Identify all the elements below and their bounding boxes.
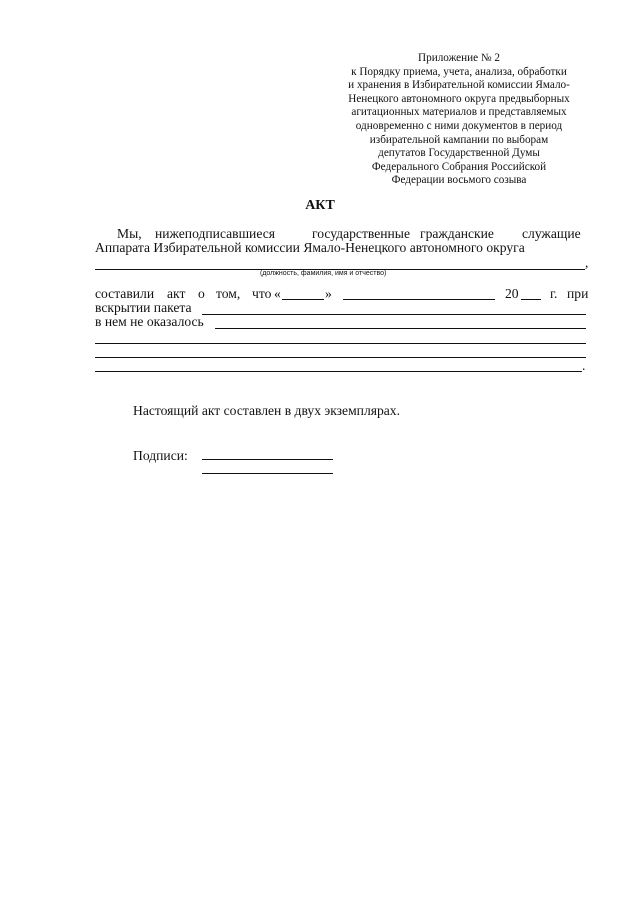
compiled-word: акт: [167, 286, 186, 301]
end-period: .: [582, 358, 586, 373]
compiled-word: том,: [216, 286, 241, 301]
absent-label: в нем не оказалось: [95, 314, 204, 329]
blank-line: [95, 357, 586, 358]
appendix-line: к Порядку приема, учета, анализа, обработки: [351, 65, 567, 78]
compiled-word: составили: [95, 286, 155, 301]
opening-blank: [202, 314, 586, 315]
intro-word: нижеподписавшиеся: [155, 226, 275, 241]
appendix-line: избирательной кампании по выборам: [369, 133, 549, 146]
blank-line: [95, 343, 586, 344]
compiled-word: о: [198, 286, 205, 301]
intro-word: гражданские: [420, 226, 494, 241]
close-quote: »: [325, 286, 332, 301]
appendix-line: Федерального Собрания Российской: [371, 160, 547, 173]
compiled-word: при: [567, 286, 589, 301]
intro-line-2: Аппарата Избирательной комиссии Ямало-Ненецкого автономного округа: [95, 240, 525, 255]
intro-word: государственные: [312, 226, 410, 241]
appendix-line: Приложение № 2: [418, 52, 500, 64]
appendix-line: агитационных материалов и представляемых: [351, 106, 567, 119]
year-blank: [521, 299, 541, 300]
year-suffix: г.: [550, 286, 558, 301]
blank-line: [95, 371, 582, 372]
opening-label: вскрытии пакета: [95, 300, 192, 315]
document-title: АКТ: [305, 198, 335, 213]
appendix-line: Ненецкого автономного округа предвыборных: [348, 92, 570, 105]
year-prefix: 20: [505, 286, 519, 301]
month-blank: [343, 299, 495, 300]
signature-line: [202, 473, 333, 474]
officials-caption: (должность, фамилия, имя и отчество): [260, 270, 387, 277]
absent-blank: [215, 328, 586, 329]
appendix-line: депутатов Государственной Думы: [378, 147, 540, 160]
day-blank: [282, 299, 324, 300]
appendix-line: одновременно с ними документов в период: [355, 119, 563, 132]
compiled-word: что: [252, 286, 272, 301]
appendix-line: Федерации восьмого созыва: [391, 174, 527, 187]
appendix-reference: [328, 52, 590, 188]
appendix-line: и хранения в Избирательной комиссии Ямало-: [348, 79, 570, 92]
signatures-label: Подписи:: [133, 448, 188, 463]
open-quote: «: [274, 286, 281, 301]
intro-word: служащие: [522, 226, 581, 241]
officials-blank-comma: ,: [585, 255, 589, 270]
signature-line: [202, 459, 333, 460]
copies-statement: Настоящий акт составлен в двух экземплярах.: [133, 403, 401, 418]
intro-word: Мы,: [117, 226, 142, 241]
